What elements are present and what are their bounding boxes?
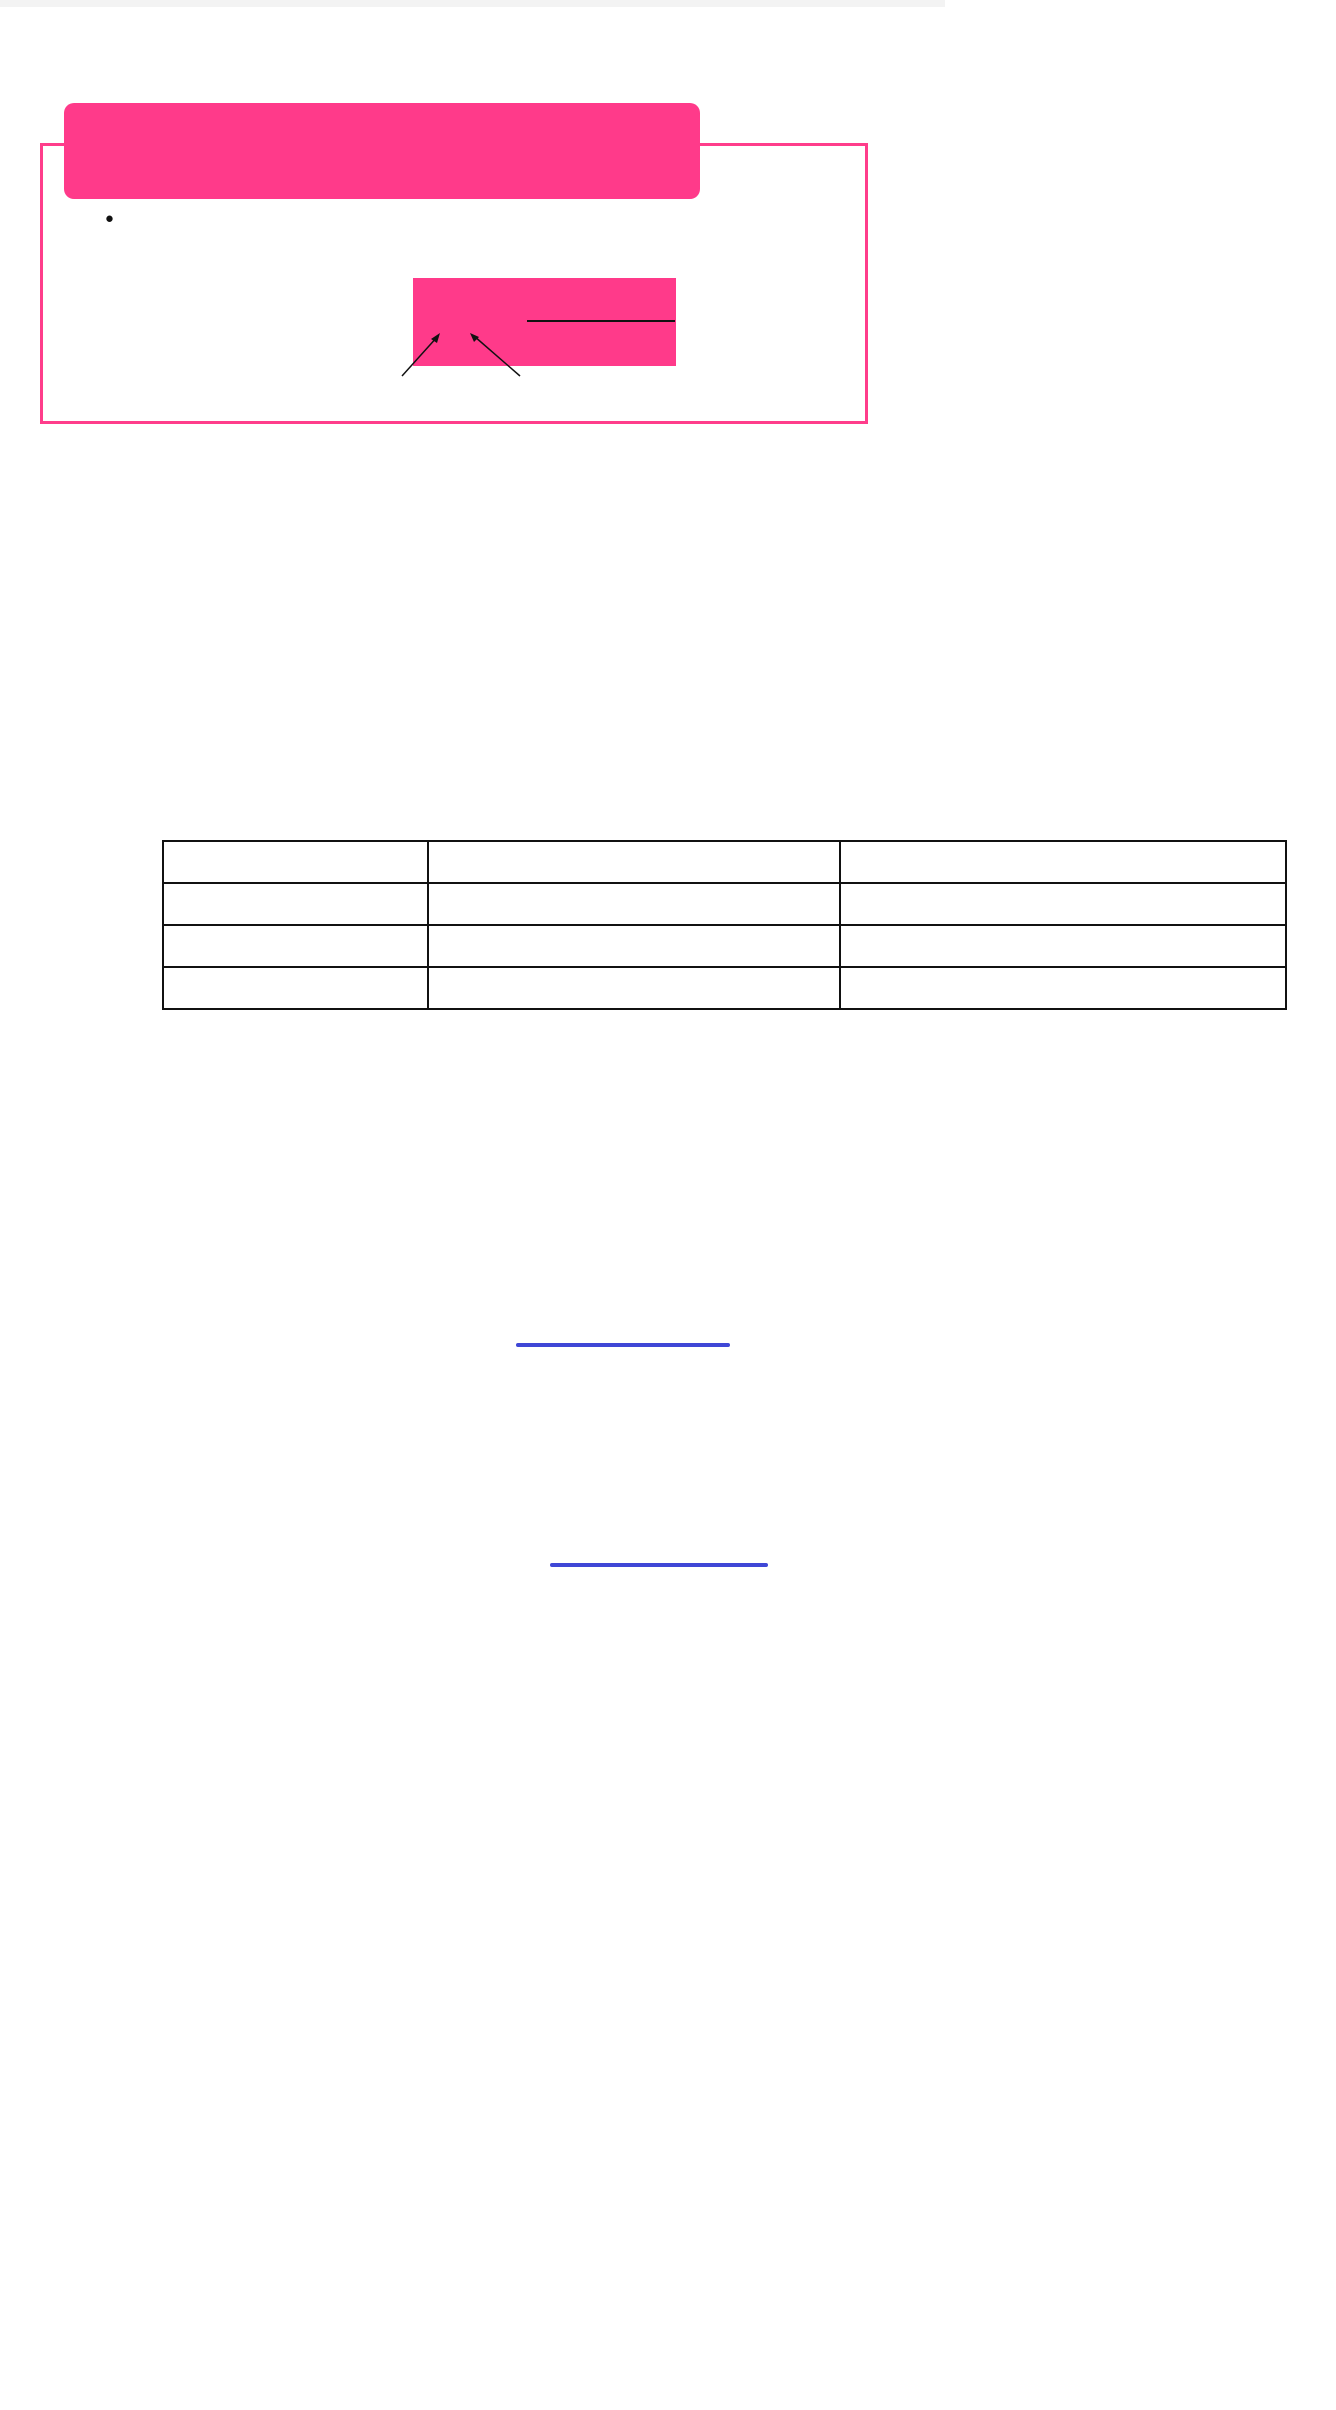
subsection-header	[64, 103, 700, 199]
table-row	[163, 925, 1286, 967]
part-i-fraction-bar	[516, 1343, 730, 1347]
table-row	[163, 967, 1286, 1009]
arrowhead-first-icon	[470, 333, 479, 342]
arrow-later-icon	[402, 336, 438, 376]
cell-female	[840, 967, 1286, 1009]
cell-male	[428, 925, 840, 967]
box-border-top-left	[40, 143, 66, 146]
car-table	[162, 840, 1287, 1010]
header-type	[163, 841, 428, 883]
formula-fraction-bar	[527, 320, 675, 322]
cell-female	[840, 883, 1286, 925]
part-ii-fraction-bar	[550, 1563, 768, 1567]
arrow-first-icon	[474, 336, 520, 376]
cell-type	[163, 967, 428, 1009]
cell-male	[428, 883, 840, 925]
arrow-annotations	[400, 330, 700, 390]
cell-type	[163, 883, 428, 925]
header-male	[428, 841, 840, 883]
cell-type	[163, 925, 428, 967]
table-row	[163, 883, 1286, 925]
table-header-row	[163, 841, 1286, 883]
header-female	[840, 841, 1286, 883]
cell-male	[428, 967, 840, 1009]
top-bar	[0, 0, 945, 7]
box-border-top-right	[698, 143, 865, 146]
cell-female	[840, 925, 1286, 967]
bullet-icon: •	[103, 208, 116, 233]
